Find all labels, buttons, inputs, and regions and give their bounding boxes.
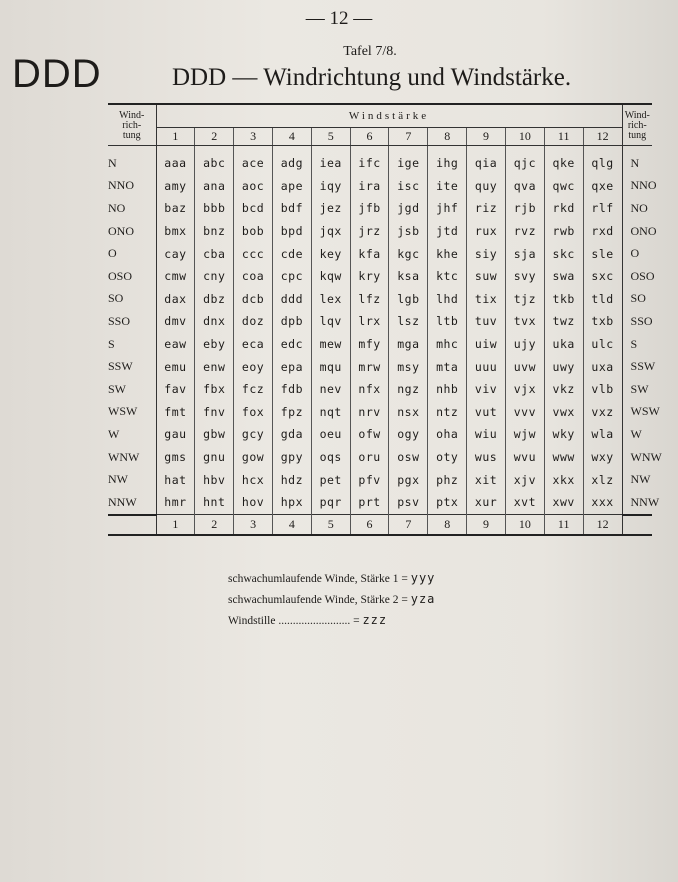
table-row	[108, 310, 652, 333]
code-cell: nev	[311, 378, 350, 401]
code-cell: ofw	[350, 423, 389, 446]
code-cell: aaa	[156, 146, 195, 175]
table-row	[108, 333, 652, 356]
code-cell: osw	[389, 446, 428, 469]
code-cell: uwy	[544, 355, 583, 378]
code-cell: qke	[544, 146, 583, 175]
note-line	[228, 610, 435, 631]
code-cell: abc	[195, 146, 234, 175]
row-direction-right: NW	[630, 472, 651, 487]
code-cell: swa	[544, 265, 583, 288]
code-cell: lhd	[428, 288, 467, 311]
row-direction-left: NNW	[108, 494, 137, 509]
code-cell: vvv	[505, 401, 544, 424]
code-cell: hat	[156, 468, 195, 491]
code-cell: edc	[272, 333, 311, 356]
column-number: 5	[311, 128, 350, 146]
code-cell: ana	[195, 175, 234, 198]
note-label: Windstille ......................... =	[228, 615, 360, 627]
code-cell: hbv	[195, 468, 234, 491]
table-row	[108, 355, 652, 378]
page-number: — 12 —	[305, 8, 373, 29]
code-cell: rvz	[505, 220, 544, 243]
column-number: 11	[544, 128, 583, 146]
code-cell: dax	[156, 288, 195, 311]
blank-cell	[622, 515, 652, 535]
code-cell: www	[544, 446, 583, 469]
code-cell: uuu	[467, 355, 506, 378]
row-direction-right: N	[630, 155, 640, 170]
code-cell: gau	[156, 423, 195, 446]
code-cell: lgb	[389, 288, 428, 311]
code-cell: uka	[544, 333, 583, 356]
table-row	[108, 491, 652, 515]
code-cell: vxz	[583, 401, 622, 424]
code-cell: gda	[272, 423, 311, 446]
column-number: 1	[156, 515, 195, 535]
code-cell: isc	[389, 175, 428, 198]
code-cell: mga	[389, 333, 428, 356]
code-cell: qjc	[505, 146, 544, 175]
code-cell: qxe	[583, 175, 622, 198]
column-number: 8	[428, 515, 467, 535]
code-cell: vjx	[505, 378, 544, 401]
code-cell: tuv	[467, 310, 506, 333]
code-cell: rux	[467, 220, 506, 243]
code-cell: rlf	[583, 197, 622, 220]
code-cell: xlz	[583, 468, 622, 491]
column-number: 2	[195, 515, 234, 535]
row-direction-left: SO	[108, 291, 124, 306]
code-cell: jhf	[428, 197, 467, 220]
code-cell: sle	[583, 242, 622, 265]
code-cell: vwx	[544, 401, 583, 424]
row-direction-right: SSW	[630, 359, 656, 374]
note-line	[228, 568, 435, 589]
code-cell: gbw	[195, 423, 234, 446]
code-cell: cba	[195, 242, 234, 265]
code-cell: dcb	[234, 288, 273, 311]
code-cell: viv	[467, 378, 506, 401]
code-cell: xur	[467, 491, 506, 515]
code-cell: epa	[272, 355, 311, 378]
code-cell: nfx	[350, 378, 389, 401]
code-cell: hov	[234, 491, 273, 515]
row-direction-left: WSW	[108, 404, 138, 419]
table-row	[108, 468, 652, 491]
code-cell: sja	[505, 242, 544, 265]
code-cell: nqt	[311, 401, 350, 424]
code-cell: jfb	[350, 197, 389, 220]
header-wind-strength: Windstärke	[156, 104, 622, 128]
code-cell: ige	[389, 146, 428, 175]
note-code: zzz	[362, 613, 388, 627]
code-cell: eoy	[234, 355, 273, 378]
code-cell: qia	[467, 146, 506, 175]
code-cell: bbb	[195, 197, 234, 220]
table-row	[108, 175, 652, 198]
code-cell: doz	[234, 310, 273, 333]
column-number: 8	[428, 128, 467, 146]
table-row	[108, 197, 652, 220]
row-direction-left: ONO	[108, 223, 134, 238]
code-cell: hmr	[156, 491, 195, 515]
row-direction-right: WSW	[630, 404, 660, 419]
code-cell: wus	[467, 446, 506, 469]
row-direction-left: OSO	[108, 268, 133, 283]
column-number: 11	[544, 515, 583, 535]
code-cell: bob	[234, 220, 273, 243]
table-row	[108, 288, 652, 311]
table-row	[108, 378, 652, 401]
code-cell: twz	[544, 310, 583, 333]
row-direction-right: W	[630, 426, 642, 441]
code-cell: pfv	[350, 468, 389, 491]
table-row	[108, 265, 652, 288]
code-cell: ujy	[505, 333, 544, 356]
code-cell: oru	[350, 446, 389, 469]
code-cell: fcz	[234, 378, 273, 401]
code-cell: rxd	[583, 220, 622, 243]
code-cell: txb	[583, 310, 622, 333]
code-cell: kgc	[389, 242, 428, 265]
row-direction-left: WNW	[108, 449, 140, 464]
code-cell: ddd	[272, 288, 311, 311]
code-cell: fpz	[272, 401, 311, 424]
code-cell: ace	[234, 146, 273, 175]
code-cell: baz	[156, 197, 195, 220]
code-cell: xwv	[544, 491, 583, 515]
code-cell: lqv	[311, 310, 350, 333]
row-direction-left: SW	[108, 381, 126, 396]
code-cell: iqy	[311, 175, 350, 198]
code-cell: gms	[156, 446, 195, 469]
code-cell: cpc	[272, 265, 311, 288]
code-cell: gpy	[272, 446, 311, 469]
code-cell: xit	[467, 468, 506, 491]
code-cell: amy	[156, 175, 195, 198]
code-cell: hpx	[272, 491, 311, 515]
row-direction-right: SW	[630, 381, 649, 396]
column-number: 1	[156, 128, 195, 146]
code-cell: ngz	[389, 378, 428, 401]
column-number: 7	[389, 128, 428, 146]
column-number: 10	[505, 128, 544, 146]
header-wind-direction-right: Wind- rich- tung	[622, 104, 652, 146]
code-cell: wla	[583, 423, 622, 446]
code-cell: xvt	[505, 491, 544, 515]
code-cell: khe	[428, 242, 467, 265]
code-cell: rjb	[505, 197, 544, 220]
code-cell: ogy	[389, 423, 428, 446]
code-cell: svy	[505, 265, 544, 288]
column-number: 9	[467, 515, 506, 535]
header-wind-direction-left: Wind- rich- tung	[108, 104, 156, 146]
code-cell: mrw	[350, 355, 389, 378]
code-cell: tvx	[505, 310, 544, 333]
code-cell: adg	[272, 146, 311, 175]
column-number: 12	[583, 128, 622, 146]
code-cell: mhc	[428, 333, 467, 356]
code-cell: sxc	[583, 265, 622, 288]
code-cell: gnu	[195, 446, 234, 469]
code-cell: oqs	[311, 446, 350, 469]
column-number: 4	[272, 515, 311, 535]
code-cell: coa	[234, 265, 273, 288]
code-cell: ape	[272, 175, 311, 198]
code-cell: ktc	[428, 265, 467, 288]
code-cell: eby	[195, 333, 234, 356]
row-direction-left: SSO	[108, 313, 131, 328]
code-cell: pgx	[389, 468, 428, 491]
code-cell: wvu	[505, 446, 544, 469]
code-cell: jgd	[389, 197, 428, 220]
code-cell: uxa	[583, 355, 622, 378]
code-cell: jez	[311, 197, 350, 220]
table-label: Tafel 7/8.	[343, 44, 397, 59]
row-direction-right: O	[630, 246, 640, 261]
code-cell: tjz	[505, 288, 544, 311]
code-cell: cmw	[156, 265, 195, 288]
code-cell: fav	[156, 378, 195, 401]
blank-cell	[108, 515, 156, 535]
code-cell: enw	[195, 355, 234, 378]
code-cell: vkz	[544, 378, 583, 401]
code-cell: ntz	[428, 401, 467, 424]
code-cell: quy	[467, 175, 506, 198]
code-cell: siy	[467, 242, 506, 265]
code-cell: pqr	[311, 491, 350, 515]
code-cell: fox	[234, 401, 273, 424]
note-code: yza	[410, 592, 436, 606]
note-label: schwachumlaufende Winde, Stärke 2 =	[228, 594, 408, 606]
code-cell: fnv	[195, 401, 234, 424]
code-cell: jsb	[389, 220, 428, 243]
code-cell: qwc	[544, 175, 583, 198]
code-cell: ihg	[428, 146, 467, 175]
code-cell: ulc	[583, 333, 622, 356]
code-cell: ksa	[389, 265, 428, 288]
row-direction-right: NO	[630, 200, 648, 215]
code-cell: wiu	[467, 423, 506, 446]
row-direction-left: NW	[108, 472, 128, 487]
code-cell: emu	[156, 355, 195, 378]
code-cell: wjw	[505, 423, 544, 446]
row-direction-right: SSO	[630, 313, 653, 328]
table-row	[108, 242, 652, 265]
row-direction-right: NNW	[630, 494, 660, 509]
code-cell: cde	[272, 242, 311, 265]
table-row	[108, 401, 652, 424]
code-cell: pet	[311, 468, 350, 491]
code-cell: cny	[195, 265, 234, 288]
code-cell: nhb	[428, 378, 467, 401]
code-cell: hnt	[195, 491, 234, 515]
column-number: 7	[389, 515, 428, 535]
column-number: 12	[583, 515, 622, 535]
code-cell: psv	[389, 491, 428, 515]
code-cell: lrx	[350, 310, 389, 333]
code-cell: eca	[234, 333, 273, 356]
code-cell: lsz	[389, 310, 428, 333]
code-cell: jrz	[350, 220, 389, 243]
row-direction-left: N	[108, 155, 117, 170]
note-code: yyy	[410, 571, 436, 585]
code-cell: bmx	[156, 220, 195, 243]
code-cell: prt	[350, 491, 389, 515]
code-cell: jqx	[311, 220, 350, 243]
code-cell: xjv	[505, 468, 544, 491]
code-cell: tkb	[544, 288, 583, 311]
column-number: 9	[467, 128, 506, 146]
table-row	[108, 220, 652, 243]
code-cell: mfy	[350, 333, 389, 356]
code-cell: oty	[428, 446, 467, 469]
column-number: 5	[311, 515, 350, 535]
table-body	[108, 146, 662, 535]
column-number: 4	[272, 128, 311, 146]
code-cell: cay	[156, 242, 195, 265]
code-cell: xkx	[544, 468, 583, 491]
row-direction-right: OSO	[630, 268, 655, 283]
row-direction-left: W	[108, 426, 120, 441]
row-direction-right: SO	[630, 291, 646, 306]
code-cell: mta	[428, 355, 467, 378]
code-cell: msy	[389, 355, 428, 378]
code-cell: bnz	[195, 220, 234, 243]
code-cell: fmt	[156, 401, 195, 424]
code-cell: bpd	[272, 220, 311, 243]
code-cell: qva	[505, 175, 544, 198]
code-cell: uvw	[505, 355, 544, 378]
code-cell: suw	[467, 265, 506, 288]
code-cell: hcx	[234, 468, 273, 491]
row-direction-left: NO	[108, 200, 126, 215]
code-cell: aoc	[234, 175, 273, 198]
code-cell: ptx	[428, 491, 467, 515]
code-cell: uiw	[467, 333, 506, 356]
code-cell: dnx	[195, 310, 234, 333]
wind-code-table	[108, 103, 662, 536]
code-cell: bdf	[272, 197, 311, 220]
code-cell: dpb	[272, 310, 311, 333]
code-cell: wky	[544, 423, 583, 446]
note-line	[228, 589, 435, 610]
code-cell: kfa	[350, 242, 389, 265]
code-cell: riz	[467, 197, 506, 220]
code-cell: skc	[544, 242, 583, 265]
column-number: 6	[350, 128, 389, 146]
column-number: 3	[234, 515, 273, 535]
code-cell: hdz	[272, 468, 311, 491]
code-cell: fdb	[272, 378, 311, 401]
code-cell: mqu	[311, 355, 350, 378]
note-label: schwachumlaufende Winde, Stärke 1 =	[228, 573, 408, 585]
column-number: 3	[234, 128, 273, 146]
code-cell: kqw	[311, 265, 350, 288]
column-number: 6	[350, 515, 389, 535]
code-cell: oeu	[311, 423, 350, 446]
code-cell: vlb	[583, 378, 622, 401]
code-cell: ite	[428, 175, 467, 198]
code-cell: ifc	[350, 146, 389, 175]
code-cell: phz	[428, 468, 467, 491]
code-cell: tld	[583, 288, 622, 311]
code-cell: kry	[350, 265, 389, 288]
code-cell: dbz	[195, 288, 234, 311]
column-number-row	[108, 128, 652, 146]
row-direction-left: S	[108, 336, 115, 351]
code-cell: iea	[311, 146, 350, 175]
page-title: DDD — Windrichtung und Windstärke.	[172, 64, 572, 91]
row-direction-left: NNO	[108, 178, 134, 193]
code-cell: dmv	[156, 310, 195, 333]
row-direction-left: SSW	[108, 359, 133, 374]
code-cell: tix	[467, 288, 506, 311]
code-cell: eaw	[156, 333, 195, 356]
code-cell: wxy	[583, 446, 622, 469]
notes	[228, 568, 435, 631]
code-cell: ccc	[234, 242, 273, 265]
code-cell: ltb	[428, 310, 467, 333]
column-number-row-bottom	[108, 515, 652, 535]
code-cell: mew	[311, 333, 350, 356]
code-cell: gcy	[234, 423, 273, 446]
code-cell: bcd	[234, 197, 273, 220]
code-cell: rkd	[544, 197, 583, 220]
code-cell: vut	[467, 401, 506, 424]
row-direction-right: NNO	[630, 178, 657, 193]
code-cell: nrv	[350, 401, 389, 424]
row-direction-right: ONO	[630, 223, 657, 238]
row-direction-left: O	[108, 246, 117, 261]
code-cell: jtd	[428, 220, 467, 243]
row-direction-right: S	[630, 336, 638, 351]
row-direction-right: WNW	[630, 449, 662, 464]
code-cell: ira	[350, 175, 389, 198]
code-cell: key	[311, 242, 350, 265]
code-cell: qlg	[583, 146, 622, 175]
code-cell: rwb	[544, 220, 583, 243]
section-code: DDD	[12, 52, 102, 96]
code-cell: nsx	[389, 401, 428, 424]
column-number: 2	[195, 128, 234, 146]
code-cell: oha	[428, 423, 467, 446]
code-cell: gow	[234, 446, 273, 469]
column-number: 10	[505, 515, 544, 535]
code-cell: fbx	[195, 378, 234, 401]
code-cell: lfz	[350, 288, 389, 311]
table-row	[108, 423, 652, 446]
code-cell: xxx	[583, 491, 622, 515]
table-row	[108, 146, 652, 175]
table-row	[108, 446, 652, 469]
code-cell: lex	[311, 288, 350, 311]
